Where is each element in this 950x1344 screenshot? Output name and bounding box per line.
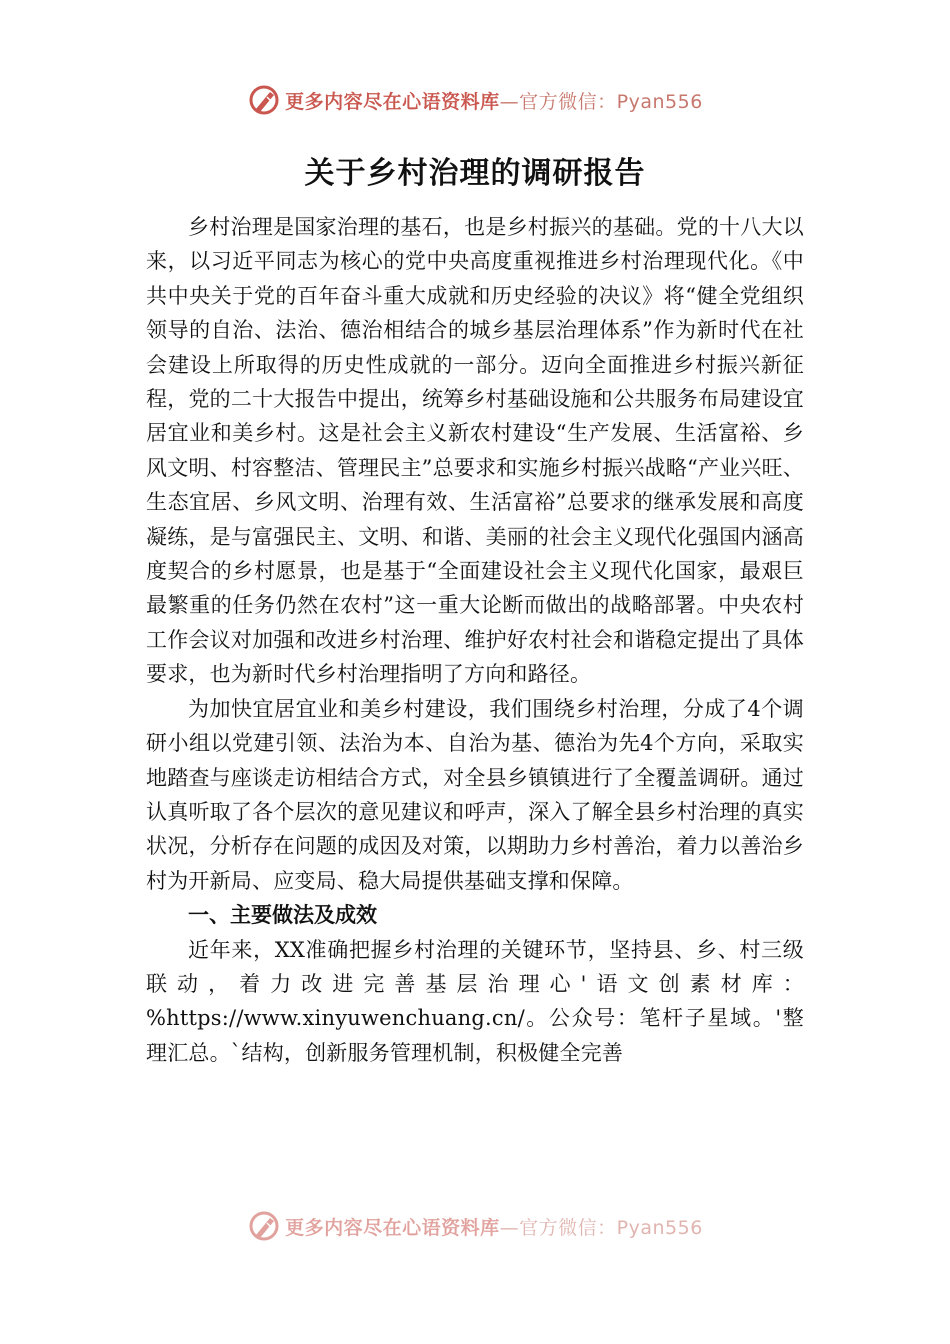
body-paragraph-2: 为加快宜居宜业和美乡村建设，我们围绕乡村治理，分成了4个调研小组以党建引领、法治为本、自治为基、德治为先4个方向，采取实地踏查与座谈走访相结合方式，对全县乡镇镇进行了全覆盖调研。通过认真听取了各个层次的意见建议和呼声，深入了解全县乡村治理的真实状况，分析存在问题的成因及对策，以期助力乡村善治，着力以善治乡村为开新局、应变局、稳大局提供基础支撑和保障。 — [146, 696, 804, 893]
watermark-text — [285, 87, 703, 114]
watermark-banner-bottom — [0, 1206, 950, 1246]
watermark-contact: 官方微信：Pyan556 — [519, 90, 703, 113]
watermark-contact: 官方微信：Pyan556 — [519, 1216, 703, 1239]
watermark-banner-top — [0, 80, 950, 120]
body-paragraph-1: 乡村治理是国家治理的基石，也是乡村振兴的基础。党的十八大以来，以习近平同志为核心的党中央高度重视推进乡村治理现代化。《中共中央关于党的百年奋斗重大成就和历史经验的决议》将“健全党组织领导的自治、法治、德治相结合的城乡基层治理体系”作为新时代在社会建设上所取得的历史性成就的一部分。迈向全面推进乡村振兴新征程，党的二十大报告中提出，统筹乡村基础设施和公共服务布局建设宜居宜业和美乡村。这是社会主义新农村建设“生产发展、生活富裕、乡风文明、村容整洁、管理民主”总要求和实施乡村振兴战略“产业兴旺、生态宜居、乡风文明、治理有效、生活富裕”总要求的继承发展和高度凝练，是与富强民主、文明、和谐、美丽的社会主义现代化强国内涵高度契合的乡村愿景，也是基于“全面建设社会主义现代化国家，最艰巨最繁重的任务仍然在农村”这一重大论断而做出的战略部署。中央农村工作会议对加强和改进乡村治理、维护好农村社会和谐稳定提出了具体要求，也为新时代乡村治理指明了方向和路径。 — [146, 215, 804, 687]
section-heading: 一、主要做法及成效 — [188, 903, 377, 928]
pen-nib-logo-icon — [247, 83, 281, 117]
watermark-text — [285, 1213, 703, 1240]
watermark-separator: — — [499, 90, 520, 113]
watermark-brand: 更多内容尽在心语资料库 — [285, 1216, 500, 1239]
document-title: 关于乡村治理的调研报告 — [304, 156, 646, 191]
section-paragraph: 近年来，XX准确把握乡村治理的关键环节，坚持县、乡、村三级联动，着力改进完善基层治理心'语文创素材库：%https://www.xinyuwenchuang.cn/。公众号：笔杆子星域。'整理汇总。`结构，创新服务管理机制，积极健全完善 — [146, 937, 804, 1065]
pen-nib-logo-icon — [247, 1209, 281, 1243]
document-body — [146, 210, 804, 1070]
watermark-separator: — — [499, 1216, 520, 1239]
watermark-brand: 更多内容尽在心语资料库 — [285, 90, 500, 113]
